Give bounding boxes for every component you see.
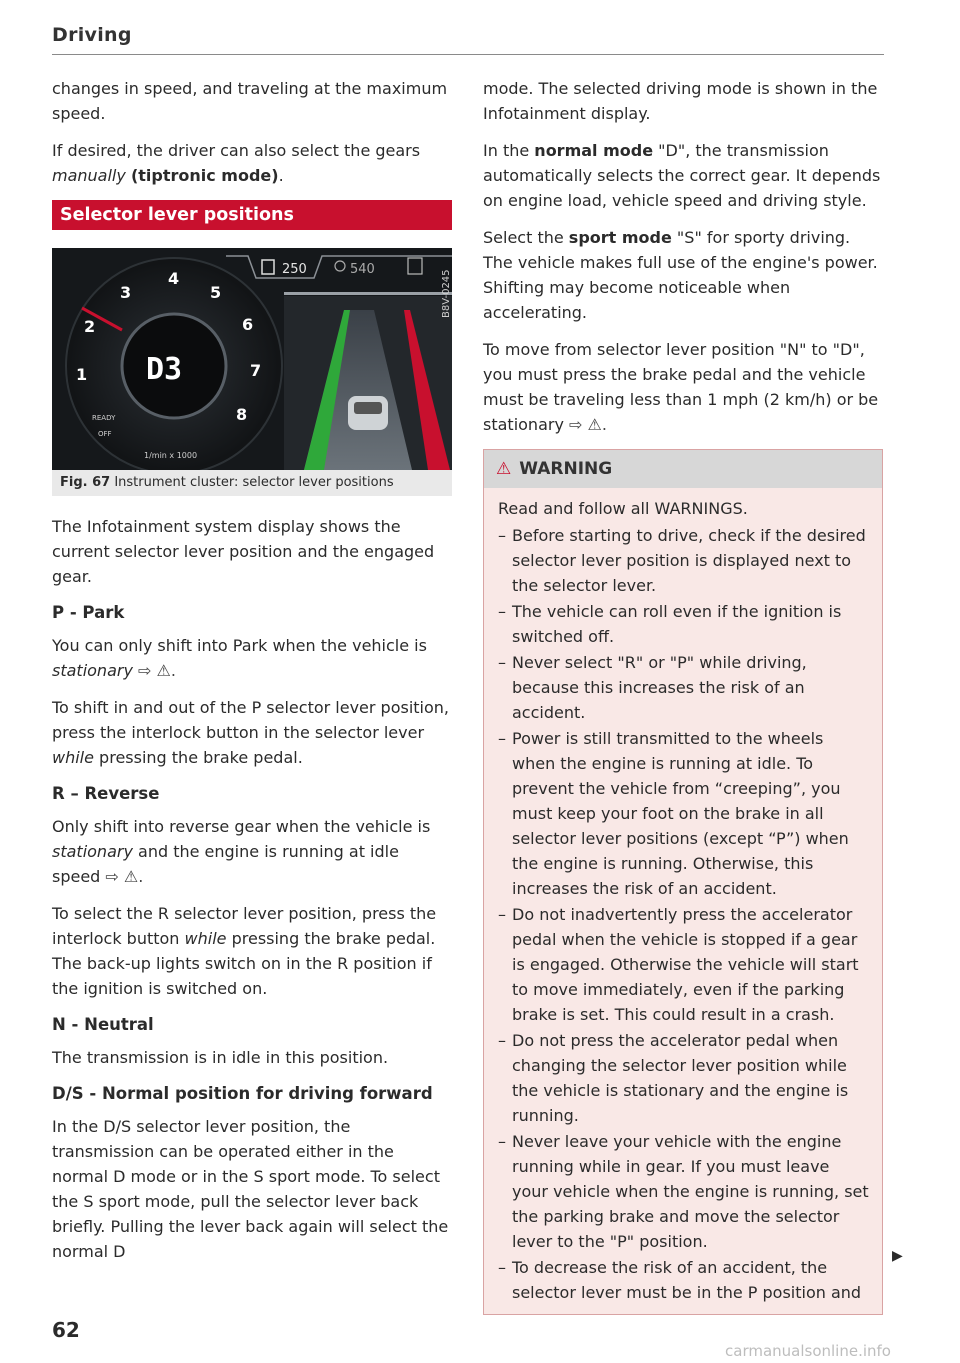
warning-reference-link[interactable]: ⇨ ⚠. <box>563 415 607 434</box>
warning-item-text: Do not press the accelerator pedal when changing the selector lever position while the vehicle is stationary and the engine is running. <box>512 1031 849 1125</box>
text: pressing the brake pedal. <box>93 748 303 767</box>
paragraph: changes in speed, and traveling at the maximum speed. <box>52 79 448 123</box>
caption-label: Fig. 67 <box>60 475 111 490</box>
page-number: 62 <box>52 1318 80 1342</box>
continued-arrow-icon: ▶ <box>892 1248 903 1264</box>
warning-item-text: Power is still transmitted to the wheels when the engine is running at idle. To prevent the vehicle from “creeping”, you must keep your foot on the brake in all selector lever positions (except “P”) when the engine is running. Otherwise, this increases the risk of an accident. <box>512 729 849 898</box>
emphasis: stationary <box>52 842 133 861</box>
tick-8: 8 <box>236 405 248 424</box>
header-title: Driving <box>52 24 132 46</box>
list-dash: – <box>498 653 506 672</box>
instrument-cluster-graphic <box>52 248 452 470</box>
paragraph: The Infotainment system display shows the current selector lever position and the engaged gear. <box>52 517 435 586</box>
warning-list-item <box>498 902 870 1027</box>
text: "S" for sporty driving. The vehicle makes full use of the engine's power. Shifting may become noticeable when accelerating. <box>483 228 878 322</box>
text: Select the <box>483 228 569 247</box>
paragraph <box>483 138 883 213</box>
paragraph: mode. The selected driving mode is shown in the Infotainment display. <box>483 79 878 123</box>
heading-park: P - Park <box>52 603 125 622</box>
text: If desired, the driver can also select the gears <box>52 141 421 160</box>
gear-display: D3 <box>146 352 183 387</box>
figure-reference: B8V-0245 <box>441 269 452 318</box>
warning-list-item <box>498 1255 870 1305</box>
warning-item-text: To decrease the risk of an accident, the selector lever must be in the P position and <box>512 1258 862 1302</box>
paragraph <box>52 138 452 188</box>
bold-term: sport mode <box>568 228 672 247</box>
watermark: carmanualsonline.info <box>725 1342 891 1360</box>
left-column <box>52 76 452 1276</box>
emphasis: manually <box>52 166 126 185</box>
text: . <box>278 166 284 185</box>
tick-4: 4 <box>168 269 180 288</box>
caption-text: Instrument cluster: selector lever positions <box>110 475 394 490</box>
tick-6: 6 <box>242 315 254 334</box>
tick-1: 1 <box>76 365 88 384</box>
paragraph <box>52 695 452 770</box>
paragraph <box>52 633 452 683</box>
text: To shift in and out of the P selector lever position, press the interlock button in the selector lever <box>52 698 450 742</box>
warning-title: WARNING <box>519 459 613 479</box>
text: You can only shift into Park when the vehicle is <box>52 636 427 655</box>
heading-neutral: N - Neutral <box>52 1015 154 1034</box>
paragraph: In the D/S selector lever position, the transmission can be operated either in the normal D mode or in the S sport mode. To select the S sport mode, pull the selector lever back briefly. Pulling the lever back again will select the normal D <box>52 1117 449 1261</box>
paragraph <box>483 225 883 325</box>
paragraph <box>483 337 883 437</box>
paragraph <box>52 814 452 889</box>
text: To select the R selector lever position, press the interlock button <box>52 904 437 948</box>
warning-item-text: Before starting to drive, check if the desired selector lever position is displayed next to the selector lever. <box>512 526 866 595</box>
warning-item-text: The vehicle can roll even if the ignition is switched off. <box>512 602 842 646</box>
tick-2: 2 <box>84 317 96 336</box>
warning-item-text: Do not inadvertently press the accelerator pedal when the vehicle is stopped if a gear is engaged. Otherwise the vehicle will start to move immediately, even if the parking brake is set. This could result in a crash. <box>512 905 859 1024</box>
ready-label: READY <box>92 414 116 422</box>
heading-reverse: R – Reverse <box>52 784 160 803</box>
warning-list-item <box>498 1028 870 1128</box>
warning-list-item <box>498 650 870 725</box>
list-dash: – <box>498 602 506 621</box>
section-title: Selector lever positions <box>52 200 452 230</box>
emphasis: while <box>184 929 227 948</box>
text: In the <box>483 141 535 160</box>
warning-list-item <box>498 1129 870 1254</box>
text: and the engine is running at idle speed <box>52 842 399 886</box>
text: To move from selector lever position "N" to "D", you must press the brake pedal and the vehicle must be traveling less than 1 mph (2 km/h) or be stationary <box>483 340 879 434</box>
warning-list-item <box>498 599 870 649</box>
warning-box <box>483 449 883 1315</box>
list-dash: – <box>498 729 506 748</box>
list-dash: – <box>498 526 506 545</box>
tick-7: 7 <box>250 361 262 380</box>
paragraph <box>52 901 452 1001</box>
off-label: OFF <box>98 430 112 438</box>
right-column <box>483 76 883 1315</box>
warning-reference-link[interactable]: ⇨ ⚠. <box>100 867 144 886</box>
page-header <box>52 24 884 55</box>
heading-drive-sport: D/S - Normal position for driving forward <box>52 1084 433 1103</box>
tick-3: 3 <box>120 283 132 302</box>
paragraph: The transmission is in idle in this position. <box>52 1048 389 1067</box>
range-value: 250 <box>282 262 307 277</box>
warning-body <box>484 488 882 1314</box>
rpm-unit: 1/min x 1000 <box>144 451 198 460</box>
warning-list-item <box>498 726 870 901</box>
warning-item-text: Never select "R" or "P" while driving, because this increases the risk of an accident. <box>512 653 807 722</box>
warning-intro: Read and follow all WARNINGS. <box>498 499 748 518</box>
bold-term: normal mode <box>534 141 654 160</box>
warning-list <box>498 523 870 1305</box>
emphasis: while <box>52 748 94 767</box>
emphasis: stationary <box>52 661 133 680</box>
warning-header <box>484 450 882 488</box>
text: pressing the brake pedal. The back-up lights switch on in the R position if the ignition is switched on. <box>52 929 436 998</box>
bold-term: (tiptronic mode) <box>130 166 279 185</box>
figure-caption <box>52 470 452 496</box>
list-dash: – <box>498 1132 506 1151</box>
instrument-cluster-figure <box>52 248 452 470</box>
text: "D", the transmission automatically selects the correct gear. It depends on engine load, vehicle speed and driving style. <box>483 141 881 210</box>
text: Only shift into reverse gear when the vehicle is <box>52 817 431 836</box>
list-dash: – <box>498 905 506 924</box>
warning-item-text: Never leave your vehicle with the engine running while in gear. If you must leave your vehicle when the engine is running, set the parking brake and move the selector lever to the "P" position. <box>512 1132 869 1251</box>
trip-value: 540 <box>350 262 375 277</box>
warning-list-item <box>498 523 870 598</box>
warning-reference-link[interactable]: ⇨ ⚠. <box>132 661 176 680</box>
list-dash: – <box>498 1031 506 1050</box>
warning-triangle-icon: ⚠ <box>496 459 512 479</box>
list-dash: – <box>498 1258 506 1277</box>
tick-5: 5 <box>210 283 222 302</box>
